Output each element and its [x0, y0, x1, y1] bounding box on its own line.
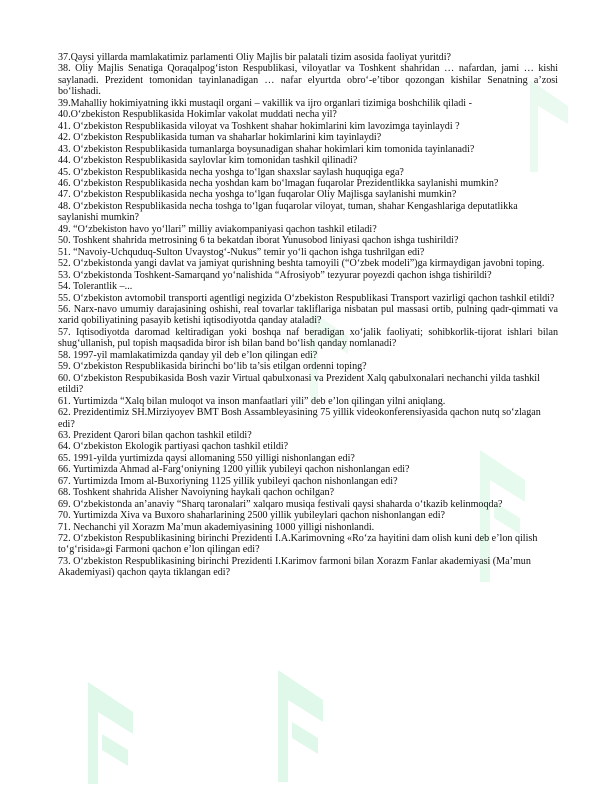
- watermark-shape-icon: [268, 660, 338, 790]
- question-item: 58. 1997-yil mamlakatimizda qanday yil deb e’lon qilingan edi?: [58, 349, 318, 361]
- question-item: 64. O‘zbekiston Ekologik partiyasi qachon tashkil etildi?: [58, 441, 289, 453]
- question-item: 44. O‘zbekiston Respublikasida saylovlar kim tomonidan tashkil qilinadi?: [58, 155, 358, 167]
- watermark-shape-icon: [78, 672, 148, 792]
- question-item: 59. O‘zbekiston Respublikasida birinchi bo‘lib ta’sis etilgan ordenni toping?: [58, 361, 367, 373]
- question-item: 68. Toshkent shahrida Alisher Navoiyning haykali qachon ochilgan?: [58, 487, 335, 499]
- question-item: 62. Prezidentimiz SH.Mirziyoyev BMT Bosh Assambleyasining 75 yillik videokonferensiyasida qachon nutq so‘zlagan edi?: [58, 407, 541, 430]
- question-item: 40.O‘zbekiston Respublikasida Hokimlar vakolat muddati necha yil?: [58, 109, 337, 121]
- question-item: 50. Toshkent shahrida metrosining 6 ta bekatdan iborat Yunusobod liniyasi qachon ishga tushirildi?: [58, 235, 459, 247]
- watermark-logo-left: [78, 672, 148, 792]
- question-item: 42. O‘zbekiston Respublikasida tuman va shaharlar hokimlarini kim tayinlaydi?: [58, 132, 382, 144]
- question-item: 55. O‘zbekiston avtomobil transporti agentligi negizida O‘zbekiston Respublikasi Transport vazirligi qachon tashkil etildi?: [58, 292, 555, 304]
- question-item: 71. Nechanchi yil Xorazm Ma’mun akademiyasining 1000 yilligi nishonlandi.: [58, 521, 375, 533]
- question-item: 73. O‘zbekiston Respublikasining birinchi Prezidenti I.Karimov farmoni bilan Xorazm Fanlar akademiyasi (Ma’mun Akademiyasi) qachon qayta tiklangan edi?: [58, 555, 531, 579]
- question-item: 60. O‘zbekiston Respubikasida Bosh vazir Virtual qabulxonasi va Prezident Xalq qabulxonalari nechanchi yilda tashkil etildi?: [58, 372, 540, 396]
- question-item: 72. O‘zbekiston Respublikasining birinchi Prezidenti I.A.Karimovning «Ro‘za hayitini dam olish kuni deb e’lon qilish to‘g‘risida»gi Farmoni qachon e’lon qilingan edi?: [58, 533, 538, 556]
- question-item: 70. Yurtimizda Xiva va Buxoro shaharlarining 2500 yillik yubileylari qachon nishonlangan edi?: [58, 510, 446, 522]
- question-item: 37.Qaysi yillarda mamlakatimiz parlamenti Oliy Majlis bir palatali tizim asosida faoliyat yuritdi?: [58, 52, 451, 63]
- question-item: 69. O‘zbekistonda an’anaviy “Sharq taronalari” xalqaro musiqa festivali qaysi shaharda o‘tkazib kelinmoqda?: [58, 498, 503, 510]
- question-item: 63. Prezident Qarori bilan qachon tashkil etildi?: [58, 429, 252, 441]
- question-item: 41. O‘zbekiston Respublikasida viloyat va Toshkent shahar hokimlarini kim lavozimga tayinlaydi ?: [58, 120, 460, 132]
- question-item: 38. Oliy Majlis Senatiga Qoraqalpog‘iston Respublikasi, viloyatlar va Toshkent shahridan … nafardan, jami … kishi saylanadi. Prezident tomonidan tayinlanadigan … nafar elyurtda obro‘-e’tibor qozongan kishilar Senatning a’zosi bo‘lishadi.: [58, 63, 558, 98]
- question-item: 52. O‘zbekistonda yangi davlat va jamiyat qurishning beshta tamoyili (“O‘zbek modeli”)ga kirmaydigan javobni toping.: [58, 258, 545, 270]
- question-item: 54. Tolerantlik –...: [58, 281, 133, 293]
- question-item: 39.Mahalliy hokimiyatning ikki mustaqil organi – vakillik va ijro organlari tizimiga boshchilik qiladi -: [58, 97, 472, 109]
- question-item: 45. O‘zbekiston Respublikasida necha yoshga to‘lgan shaxslar saylash huquqiga ega?: [58, 166, 404, 178]
- question-item: 67. Yurtimizda Imom al-Buxoriyning 1125 yillik yubileyi qachon nishonlangan edi?: [58, 475, 398, 487]
- question-item: 53. O‘zbekistonda Toshkent-Samarqand yo‘nalishida “Afrosiyob” tezyurar poyezdi qachon ishga tishirildi?: [58, 269, 492, 281]
- question-list: [58, 52, 558, 579]
- question-item: 66. Yurtimizda Ahmad al-Farg‘oniyning 1200 yillik yubileyi qachon nishonlangan edi?: [58, 464, 410, 476]
- question-item: 56. Narx-navo umumiy darajasining oshishi, real tovarlar takliflariga nisbatan pul massasi ortib, pulning qadr-qimmati va xarid qobiliyatining pasayib ketishi iqtisodiyotda qanday ataladi?: [58, 303, 558, 327]
- question-item: 65. 1991-yilda yurtimizda qaysi allomaning 550 yilligi nishonlangan edi?: [58, 452, 355, 464]
- question-item: 43. O‘zbekiston Respublikasida tumanlarga boysunadigan shahar hokimlari kim tomonida tayinlanadi?: [58, 143, 475, 155]
- question-item: 49. “O‘zbekiston havo yo‘llari” milliy aviakompaniyasi qachon tashkil etiladi?: [58, 223, 377, 235]
- question-item: 48. O‘zbekiston Respublikasida necha toshga to‘lgan fuqarolar viloyat, tuman, shahar Kengashlariga deputatlikka saylanishi mumkin?: [58, 200, 518, 224]
- question-item: 57. Iqtisodiyotda daromad keltiradigan yoki boshqa naf beradigan xo‘jalik faoliyati; sohibkorlik-tijorat ishlari bilan shug‘ullanish, pul topish maqsadida biror ish bilan band bo‘lish qanday nomlanadi?: [58, 326, 558, 350]
- watermark-logo-center: [268, 660, 338, 790]
- question-item: 47. O‘zbekiston Respublikasida necha yoshga to‘lgan fuqarolar Oliy Majlisga saylanishi mumkin?: [58, 189, 457, 201]
- question-item: 46. O‘zbekiston Respublikasida necha yoshdan kam bo‘lmagan fuqarolar Prezidentlikka saylanishi mumkin?: [58, 177, 499, 189]
- question-item: 51. “Navoiy-Uchquduq-Sulton Uvaystog‘-Nukus” temir yo‘li qachon ishga tushrilgan edi?: [58, 246, 425, 258]
- question-item: 61. Yurtimizda “Xalq bilan muloqot va inson manfaatlari yili” deb e’lon qilingan yilni aniqlang.: [58, 395, 446, 407]
